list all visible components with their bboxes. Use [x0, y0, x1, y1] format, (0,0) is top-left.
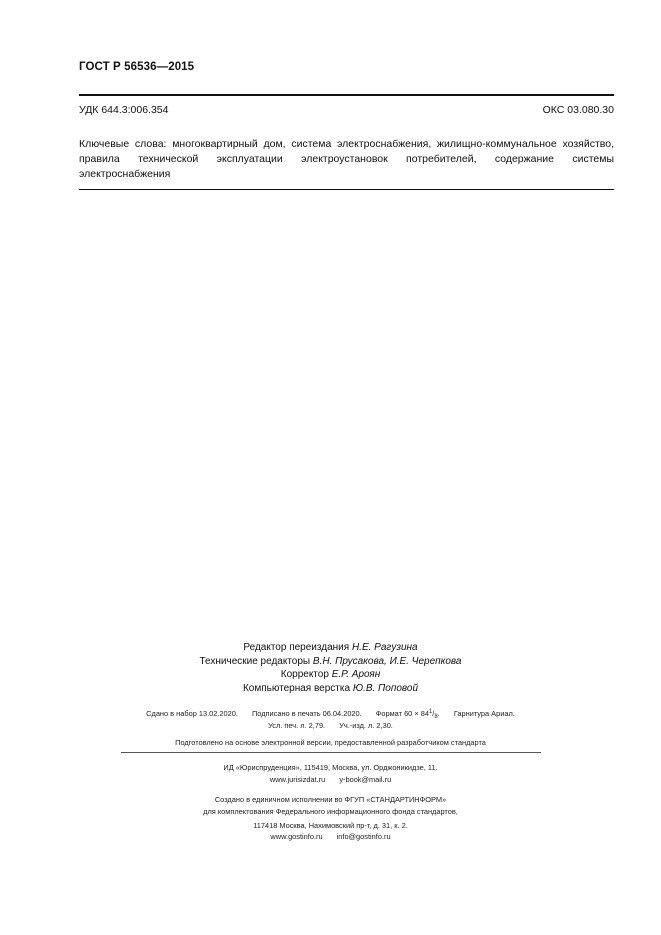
keywords-paragraph: Ключевые слова: многоквартирный дом, система электроснабжения, жилищно-коммунальное хозяйство, правила технической эксплуатации электроустановок потребителей, содержание системы электроснабжения — [79, 138, 614, 180]
udk-code: УДК 644.3:006.354 — [79, 104, 169, 116]
standard-code: ГОСТ Р 56536—2015 — [79, 61, 195, 73]
corrector-label: Корректор — [280, 669, 329, 680]
editor-line — [0, 641, 661, 655]
bottom-divider — [79, 189, 614, 190]
publisher-line: ИД «Юриспруденция», 115419, Москва, ул. Орджоникидзе, 11. — [223, 763, 438, 772]
creator-email-link[interactable]: info@gostinfo.ru — [336, 832, 391, 841]
format-sup: 1 — [428, 709, 433, 715]
top-divider — [79, 94, 614, 96]
typeface: Гарнитура Ариал. — [453, 709, 515, 718]
layout-line — [0, 682, 661, 696]
creator-contacts — [0, 832, 661, 841]
oks-code: ОКС 03.080.30 — [542, 104, 614, 116]
imprint-row-2 — [0, 721, 661, 730]
submitted-date: Сдано в набор 13.02.2020. — [146, 709, 238, 718]
creator-address: 117418 Москва, Нахимовский пр-т, д. 31, к. 2. — [253, 821, 408, 830]
credits-block — [0, 641, 661, 695]
editor-name: Н.Е. Рагузина — [351, 642, 418, 653]
format-value: Формат $60 \times 84^1/_8$. — [375, 709, 440, 720]
signed-date: Подписано в печать 06.04.2020. — [251, 709, 362, 718]
corrector-line — [0, 668, 661, 682]
editor-label: Редактор переиздания — [243, 642, 350, 653]
print-sheets: Усл. печ. л. 2,79. — [268, 721, 326, 730]
format-prefix: Формат 60 × 84 — [375, 709, 429, 718]
tech-editors-label: Технические редакторы — [199, 655, 311, 667]
imprint-divider — [121, 752, 541, 753]
publisher-contacts — [0, 775, 661, 784]
imprint-row-1 — [0, 709, 661, 720]
publisher-email-link[interactable]: y-book@mail.ru — [339, 775, 392, 784]
publisher-site-link[interactable]: www.jurisizdat.ru — [269, 775, 326, 784]
tech-editors-line — [0, 655, 661, 669]
pub-sheets: Уч.-изд. л. 2,30. — [339, 721, 393, 730]
tech-editors-names: В.Н. Прусакова, И.Е. Черепкова — [312, 655, 462, 667]
creator-line-2: для комплектования Федерального информационного фонда стандартов, — [203, 807, 458, 816]
layout-label: Компьютерная верстка — [242, 682, 351, 694]
creator-site-link[interactable]: www.gostinfo.ru — [270, 832, 323, 841]
corrector-name: Е.Р. Ароян — [331, 669, 381, 680]
format-sub: 8 — [434, 714, 438, 720]
creator-line-1: Создано в единичном исполнении во ФГУП «СТАНДАРТИНФОРМ» — [214, 795, 447, 804]
layout-name: Ю.В. Поповой — [352, 682, 419, 694]
prepared-note: Подготовлено на основе электронной версии, предоставленной разработчиком стандарта — [175, 738, 486, 747]
